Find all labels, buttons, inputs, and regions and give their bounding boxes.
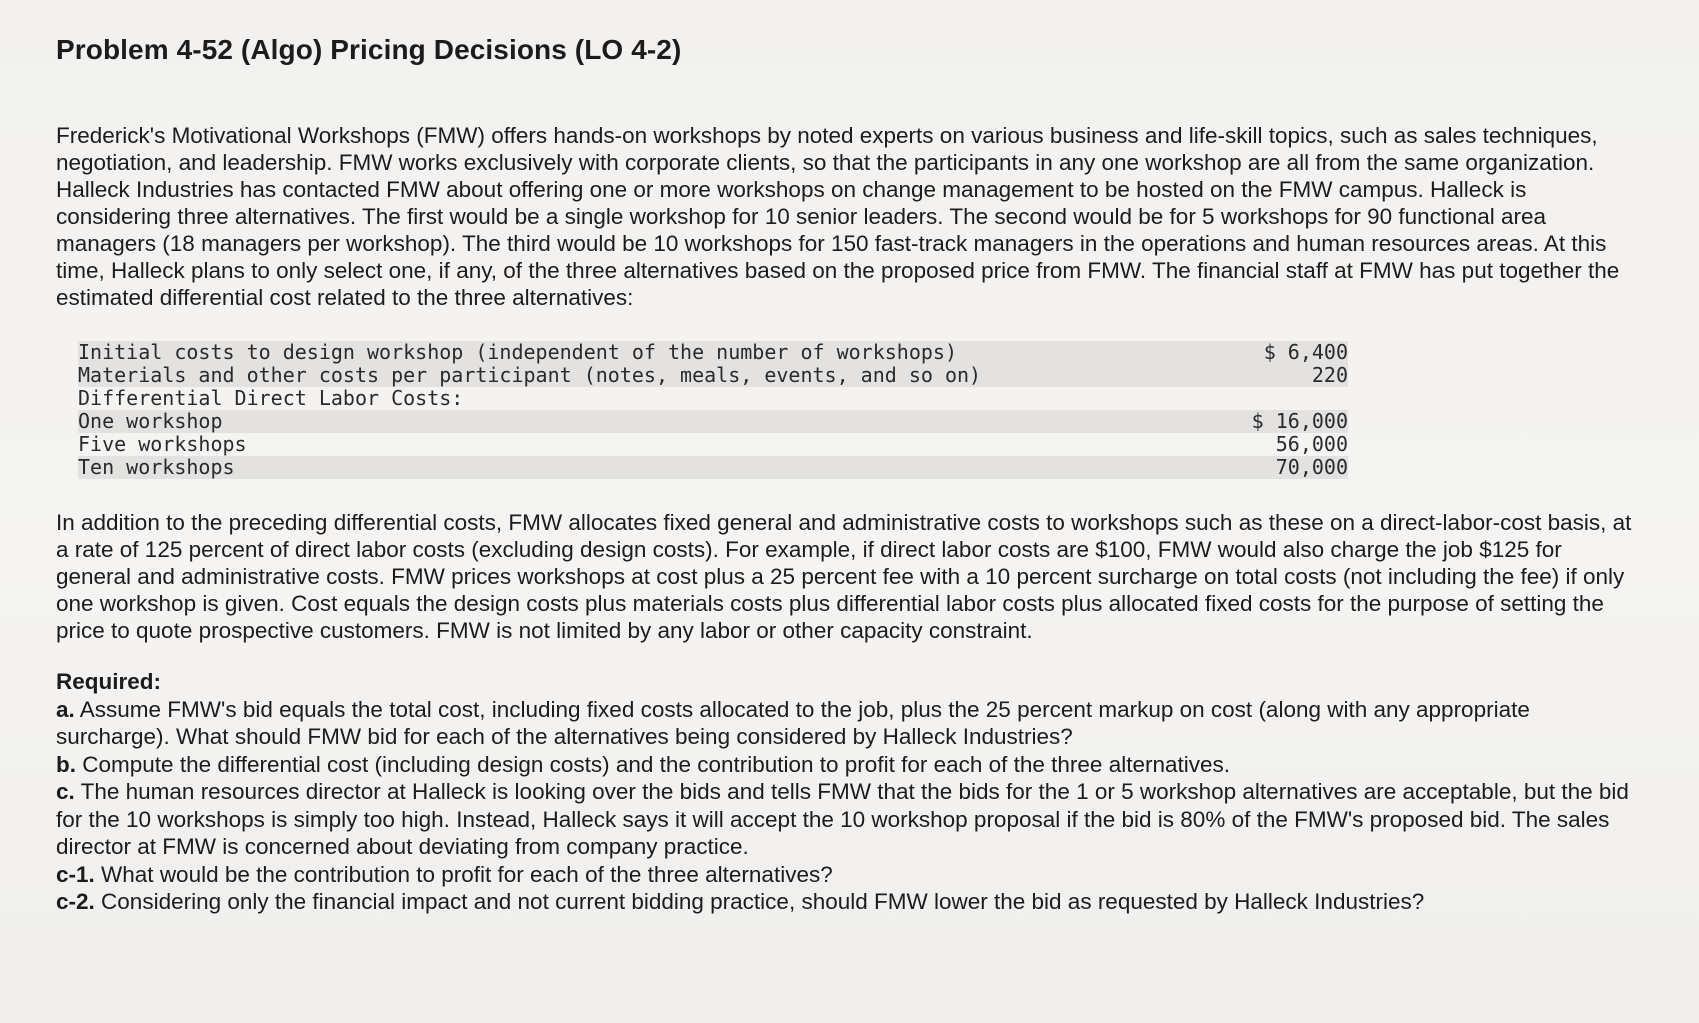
- allocation-paragraph: In addition to the preceding differential costs, FMW allocates fixed general and administrative costs to workshops such as these on a direct-labor-cost basis, at a rate of 125 percent of direct labor costs (excluding design costs). For example, if direct labor costs are $100, FMW would also charge the job $125 for general and administrative costs. FMW prices workshops at cost plus a 25 percent fee with a 10 percent surcharge on total costs (not including the fee) if only one workshop is given. Cost equals the design costs plus materials costs plus differential labor costs plus allocated fixed costs for the purpose of setting the price to quote prospective customers. FMW is not limited by any labor or other capacity constraint.: [56, 510, 1632, 643]
- cost-label: Five workshops: [78, 432, 247, 456]
- cost-value: $ 6,400: [1263, 340, 1348, 364]
- required-item-a: [56, 696, 1635, 751]
- required-item-c1: [56, 861, 1635, 889]
- cost-row-materials: [78, 364, 1348, 387]
- cost-row-labor-heading: [78, 387, 1348, 410]
- cost-row-five-workshops: [78, 433, 1348, 456]
- cost-value: 70,000: [1275, 455, 1348, 479]
- required-section: [56, 668, 1635, 916]
- item-text: Considering only the financial impact and not current bidding practice, should FMW lower the bid as requested by Halleck Industries?: [101, 889, 1425, 914]
- cost-row-ten-workshops: [78, 456, 1348, 479]
- cost-row-design: [78, 341, 1348, 364]
- intro-paragraph: Frederick's Motivational Workshops (FMW) offers hands-on workshops by noted experts on various business and life-skill topics, such as sales techniques, negotiation, and leadership. FMW works exclusively with corporate clients, so that the participants in any one workshop are all from the same organization. Halleck Industries has contacted FMW about offering one or more workshops on change management to be hosted on the FMW campus. Halleck is considering three alternatives. The first would be a single workshop for 10 senior leaders. The second would be for 5 workshops for 90 functional area managers (18 managers per workshop). The third would be 10 workshops for 150 fast-track managers in the operations and human resources areas. At this time, Halleck plans to only select one, if any, of the three alternatives based on the proposed price from FMW. The financial staff at FMW has put together the estimated differential cost related to the three alternatives:: [56, 123, 1620, 310]
- item-text: Compute the differential cost (including design costs) and the contribution to profit for each of the three alternatives.: [82, 751, 1231, 777]
- item-label: c-2.: [56, 889, 95, 914]
- cost-value: 220: [1311, 363, 1348, 387]
- cost-value: $ 16,000: [1251, 409, 1348, 433]
- item-label: c-1.: [56, 861, 95, 887]
- cost-row-one-workshop: [78, 410, 1348, 433]
- item-label: b.: [56, 751, 76, 777]
- problem-title: Problem 4-52 (Algo) Pricing Decisions (LO 4-2): [56, 34, 682, 65]
- item-text: The human resources director at Halleck is looking over the bids and tells FMW that the bids for the 1 or 5 workshop alternatives are acceptable, but the bid for the 10 workshops is simply too high. Instead, Halleck says it will accept the 10 workshop proposal if the bid is 80% of the FMW's proposed bid. The sales director at FMW is concerned about deviating from company practice.: [56, 779, 1629, 859]
- cost-label: One workshop: [78, 409, 223, 433]
- item-text: Assume FMW's bid equals the total cost, including fixed costs allocated to the job, plus the 25 percent markup on cost (along with any appropriate surcharge). What should FMW bid for each of the alternatives being considered by Halleck Industries?: [56, 696, 1530, 749]
- required-item-b: [56, 751, 1635, 779]
- cost-label: Differential Direct Labor Costs:: [78, 386, 464, 410]
- item-label: c.: [56, 779, 75, 804]
- required-item-c2: [56, 888, 1635, 916]
- cost-label: Ten workshops: [78, 455, 235, 479]
- cost-value: 56,000: [1275, 432, 1348, 456]
- item-label: a.: [56, 696, 75, 722]
- cost-label: Initial costs to design workshop (independent of the number of workshops): [78, 340, 957, 364]
- cost-label: Materials and other costs per participant (notes, meals, events, and so on): [78, 363, 982, 387]
- required-item-c: [56, 778, 1635, 861]
- cost-table: [78, 341, 1348, 479]
- item-text: What would be the contribution to profit for each of the three alternatives?: [101, 861, 833, 887]
- required-heading: Required:: [56, 669, 162, 694]
